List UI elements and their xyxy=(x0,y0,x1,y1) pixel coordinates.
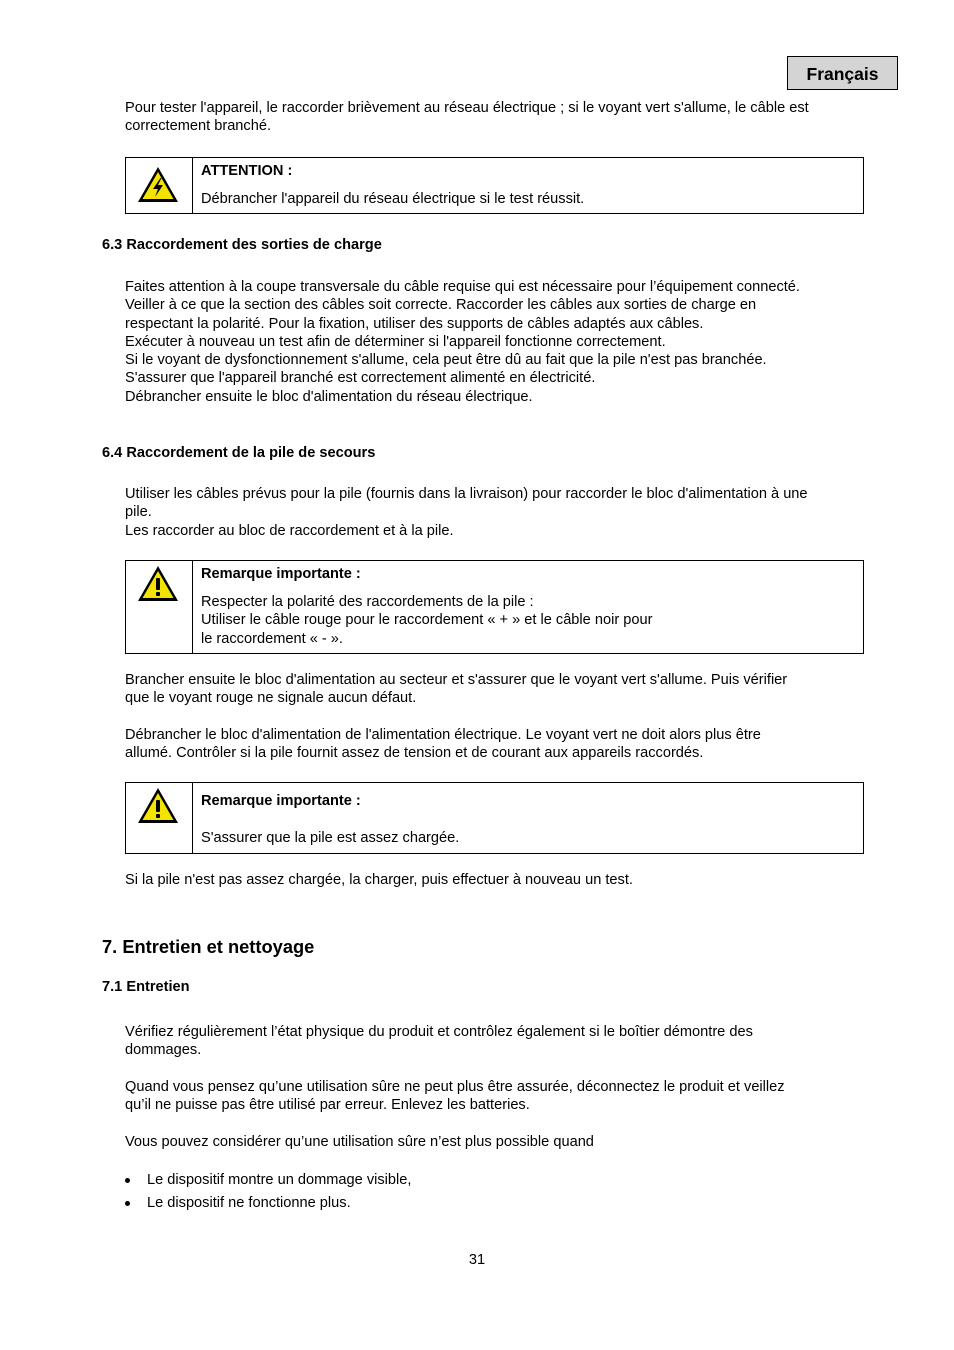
language-tab: Français xyxy=(787,56,898,90)
bullet-icon xyxy=(125,1201,130,1206)
note-text xyxy=(201,593,855,648)
text-line: allumé. Contrôler si la pile fournit assez de tension et de courant aux appareils raccordés. xyxy=(125,745,704,762)
warning-icon xyxy=(136,564,180,604)
text-line: Faites attention à la coupe transversale du câble requise qui est nécessaire pour l’équipement connecté. xyxy=(125,279,800,295)
list-item-text: Le dispositif montre un dommage visible, xyxy=(147,1172,412,1188)
attention-icon-cell xyxy=(126,158,193,213)
text-line: Exécuter à nouveau un test afin de déterminer si l'appareil fonctionne correctement. xyxy=(125,333,666,350)
note-text: S'assurer que la pile est assez chargée. xyxy=(201,830,460,846)
text-line: respectant la polarité. Pour la fixation, utiliser des supports de câbles adaptés aux câbles. xyxy=(125,315,704,332)
text-line: Les raccorder au bloc de raccordement et à la pile. xyxy=(125,522,454,539)
section-heading-6-4: 6.4 Raccordement de la pile de secours xyxy=(102,445,376,461)
electric-hazard-icon xyxy=(136,165,180,205)
text-line: Vous pouvez considérer qu’une utilisation sûre n’est plus possible quand xyxy=(125,1134,594,1150)
bullet-icon xyxy=(125,1178,130,1183)
text-line: Veiller à ce que la section des câbles soit correcte. Raccorder les câbles aux sorties de charge en xyxy=(125,297,757,314)
text-line: le raccordement « - ». xyxy=(201,630,343,647)
text-line: Vérifiez régulièrement l’état physique du produit et contrôlez également si le boîtier démontre des xyxy=(125,1024,753,1040)
text-line: Brancher ensuite le bloc d'alimentation au secteur et s'assurer que le voyant vert s'allume. Puis vérifier xyxy=(125,672,788,688)
text-line: Quand vous pensez qu’une utilisation sûre ne peut plus être assurée, déconnectez le produit et veillez xyxy=(125,1079,785,1095)
note-title: Remarque importante : xyxy=(201,566,361,582)
text-line: Respecter la polarité des raccordements de la pile : xyxy=(201,594,534,610)
text-line: correctement branché. xyxy=(125,118,272,135)
text-line: qu’il ne puisse pas être utilisé par erreur. Enlevez les batteries. xyxy=(125,1097,530,1114)
text-line: Utiliser les câbles prévus pour la pile (fournis dans la livraison) pour raccorder le bloc d'alimentation à une xyxy=(125,486,808,502)
note-title: Remarque importante : xyxy=(201,793,361,809)
section-heading-6-3: 6.3 Raccordement des sorties de charge xyxy=(102,237,382,253)
note-icon-cell xyxy=(126,783,193,853)
list-item xyxy=(125,1194,885,1212)
important-note-box-polarity xyxy=(125,560,864,654)
attention-text: Débrancher l'appareil du réseau électrique si le test réussit. xyxy=(201,191,585,207)
section-heading-7-1: 7.1 Entretien xyxy=(102,979,190,995)
list-item-text: Le dispositif ne fonctionne plus. xyxy=(147,1194,351,1211)
text-line: Si le voyant de dysfonctionnement s'allume, cela peut être dû au fait que la pile n'est pas branchée. xyxy=(125,352,767,369)
text-line: Pour tester l'appareil, le raccorder brièvement au réseau électrique ; si le voyant vert s'allume, le câble est xyxy=(125,100,809,116)
maintenance-paragraph-2 xyxy=(125,1078,885,1115)
condition-list xyxy=(125,1171,885,1217)
recharge-paragraph xyxy=(125,871,885,889)
warning-icon xyxy=(136,786,180,826)
maintenance-paragraph-3 xyxy=(125,1133,885,1151)
section-6-3-paragraph xyxy=(125,278,885,406)
attention-title: ATTENTION : xyxy=(201,163,293,179)
list-item xyxy=(125,1171,885,1189)
important-note-box-charge xyxy=(125,782,864,854)
intro-paragraph xyxy=(125,99,885,136)
text-line: Si la pile n'est pas assez chargée, la charger, puis effectuer à nouveau un test. xyxy=(125,872,633,888)
connect-supply-paragraph xyxy=(125,671,885,708)
text-line: Débrancher ensuite le bloc d'alimentation du réseau électrique. xyxy=(125,388,533,405)
disconnect-supply-paragraph xyxy=(125,726,885,763)
section-heading-7: 7. Entretien et nettoyage xyxy=(102,936,315,957)
attention-box xyxy=(125,157,864,214)
maintenance-paragraph-1 xyxy=(125,1023,885,1060)
note-icon-cell xyxy=(126,561,193,653)
text-line: dommages. xyxy=(125,1042,202,1059)
page-number: 31 xyxy=(468,1252,486,1268)
text-line: que le voyant rouge ne signale aucun défaut. xyxy=(125,690,417,707)
text-line: Utiliser le câble rouge pour le raccordement « + » et le câble noir pour xyxy=(201,612,653,629)
section-6-4-paragraph xyxy=(125,485,885,540)
text-line: pile. xyxy=(125,504,152,521)
text-line: Débrancher le bloc d'alimentation de l'alimentation électrique. Le voyant vert ne doit alors plus être xyxy=(125,727,761,743)
text-line: S'assurer que l'appareil branché est correctement alimenté en électricité. xyxy=(125,370,596,387)
